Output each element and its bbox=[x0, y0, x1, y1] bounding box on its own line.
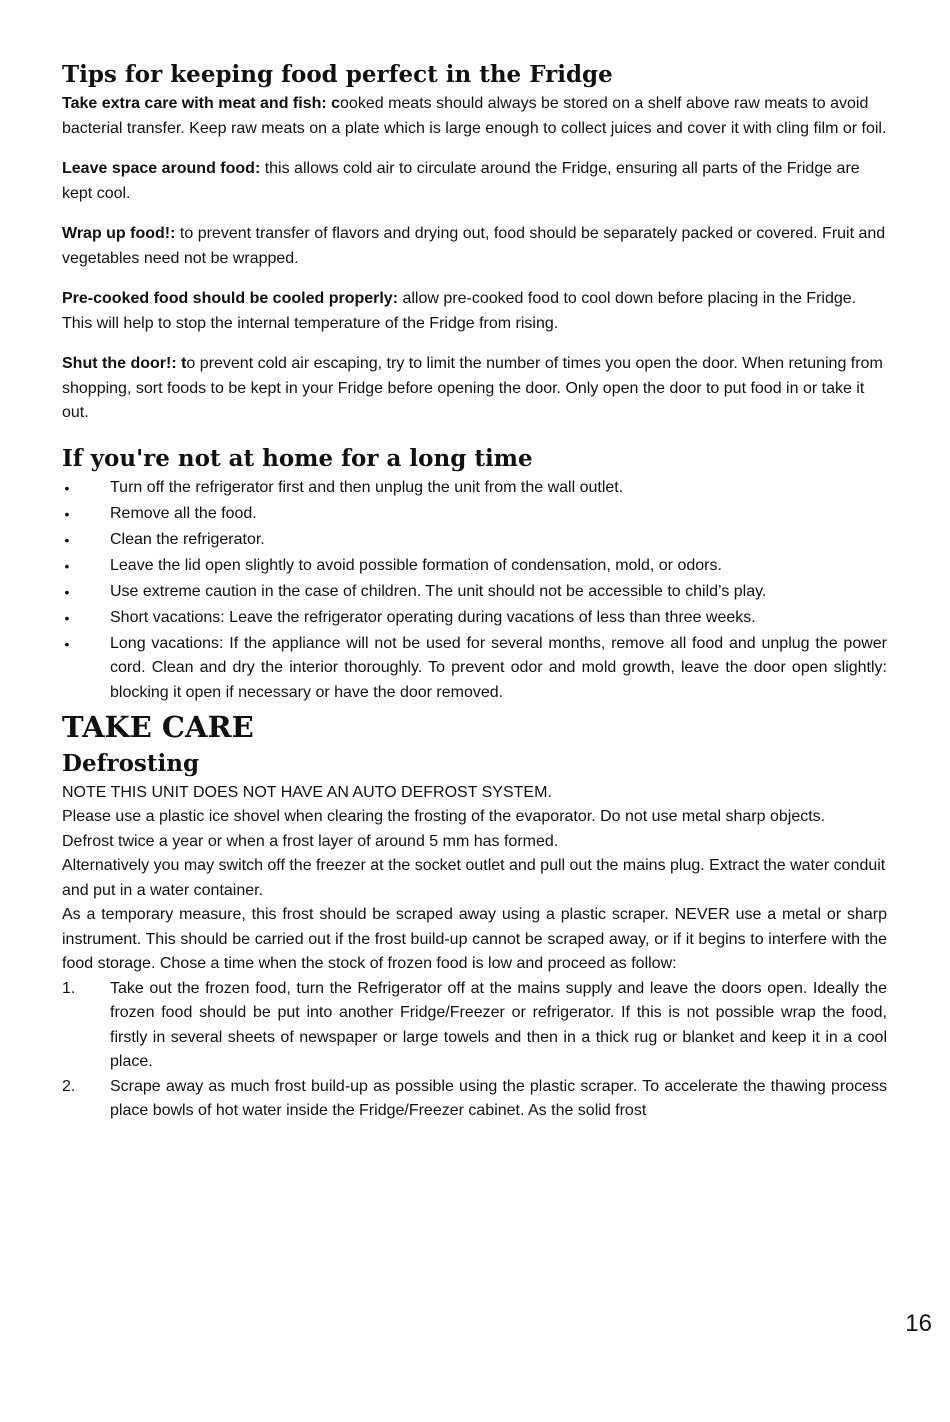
defrosting-heading: Defrosting bbox=[62, 749, 200, 777]
list-item-text: Clean the refrigerator. bbox=[110, 530, 265, 548]
bullet-icon: • bbox=[64, 635, 70, 652]
step-number: 2. bbox=[62, 1077, 76, 1095]
bullet-icon: • bbox=[64, 609, 70, 626]
tip-text: o prevent cold air escaping, try to limit the number of times you open the door. When retuning from shopping, sort foods to be kept in your Fridge before opening the door. Only open the door to put food in or take it out. bbox=[62, 355, 883, 421]
step-text: Scrape away as much frost build-up as possible using the plastic scraper. To accelerate the thawing process place bowls of hot water inside the Fridge/Freezer cabinet. As the solid frost bbox=[110, 1077, 887, 1119]
list-item bbox=[62, 580, 887, 605]
tip-label: Pre-cooked food should be cooled properly: bbox=[62, 290, 399, 307]
tip-text: allow pre-cooked food to cool down before placing in the Fridge. This will help to stop the internal temperature of the Fridge from rising. bbox=[62, 290, 857, 332]
defrost-steps bbox=[62, 977, 887, 1124]
list-item-text: Long vacations: If the appliance will not be used for several months, remove all food and unplug the power cord. Clean and dry the interior thoroughly. To prevent odor and mold growth, leave the door open slightly: blocking it open if necessary or have the door removed. bbox=[110, 634, 887, 701]
take-care-heading: TAKE CARE bbox=[62, 709, 254, 744]
away-list bbox=[62, 476, 887, 706]
list-item bbox=[62, 502, 887, 527]
bullet-icon: • bbox=[64, 479, 70, 496]
tip-text: this allows cold air to circulate around the Fridge, ensuring all parts of the Fridge are kept cool. bbox=[62, 160, 860, 202]
list-item bbox=[62, 632, 887, 706]
tip-door bbox=[62, 352, 887, 426]
list-item-text: Leave the lid open slightly to avoid possible formation of condensation, mold, or odors. bbox=[110, 556, 722, 574]
list-item-text: Use extreme caution in the case of children. The unit should not be accessible to child’s play. bbox=[110, 582, 767, 600]
list-item bbox=[62, 528, 887, 553]
step-text: Take out the frozen food, turn the Refrigerator off at the mains supply and leave the doors open. Ideally the frozen food should be put into another Fridge/Freezer or refrigerator. If this is not possible wrap the food, firstly in several sheets of newspaper or large towels and then in a thick rug or blanket and keep it in a cool place. bbox=[110, 979, 887, 1070]
page-number: 16 bbox=[905, 1310, 932, 1337]
list-item bbox=[62, 554, 887, 579]
tip-label: Take extra care with meat and fish: c bbox=[62, 95, 341, 112]
tips-heading: Tips for keeping food perfect in the Fridge bbox=[62, 61, 613, 88]
defrost-shovel: Please use a plastic ice shovel when clearing the frosting of the evaporator. Do not use metal sharp objects. bbox=[62, 808, 826, 825]
list-item bbox=[62, 476, 887, 501]
step-item bbox=[62, 977, 887, 1075]
tip-label: Leave space around food: bbox=[62, 160, 261, 177]
bullet-icon: • bbox=[64, 505, 70, 522]
list-item-text: Remove all the food. bbox=[110, 504, 257, 522]
step-item bbox=[62, 1075, 887, 1124]
tip-space bbox=[62, 157, 887, 206]
tip-label: Shut the door!: t bbox=[62, 355, 187, 372]
tip-wrap bbox=[62, 222, 887, 271]
tip-meat-fish bbox=[62, 92, 887, 141]
document-page bbox=[62, 58, 887, 1124]
away-heading: If you're not at home for a long time bbox=[62, 444, 533, 472]
list-item-text: Turn off the refrigerator first and then unplug the unit from the wall outlet. bbox=[110, 478, 624, 496]
tip-label: Wrap up food!: bbox=[62, 225, 176, 242]
step-number: 1. bbox=[62, 979, 76, 997]
tip-text: to prevent transfer of flavors and drying out, food should be separately packed or covered. Fruit and vegetables need not be wrapped. bbox=[62, 225, 886, 267]
bullet-icon: • bbox=[64, 557, 70, 574]
bullet-icon: • bbox=[64, 531, 70, 548]
bullet-icon: • bbox=[64, 583, 70, 600]
list-item bbox=[62, 606, 887, 631]
tip-text: ooked meats should always be stored on a shelf above raw meats to avoid bacterial transfer. Keep raw meats on a plate which is large enough to collect juices and cover it with cling film or foil. bbox=[62, 95, 887, 137]
defrost-note: NOTE THIS UNIT DOES NOT HAVE AN AUTO DEFROST SYSTEM. bbox=[62, 783, 552, 801]
list-item-text: Short vacations: Leave the refrigerator operating during vacations of less than three weeks. bbox=[110, 608, 756, 626]
defrost-temporary: As a temporary measure, this frost should be scraped away using a plastic scraper. NEVER use a metal or sharp instrument. This should be carried out if the frost build-up cannot be scraped away, or if it begins to interfere with the food storage. Chose a time when the stock of frozen food is low and proceed as follow: bbox=[62, 906, 887, 972]
defrost-twice: Defrost twice a year or when a frost layer of around 5 mm has formed. bbox=[62, 832, 559, 850]
defrost-alternative: Alternatively you may switch off the freezer at the socket outlet and pull out the mains plug. Extract the water conduit and put in a water container. bbox=[62, 857, 886, 899]
tip-precooked bbox=[62, 287, 887, 336]
